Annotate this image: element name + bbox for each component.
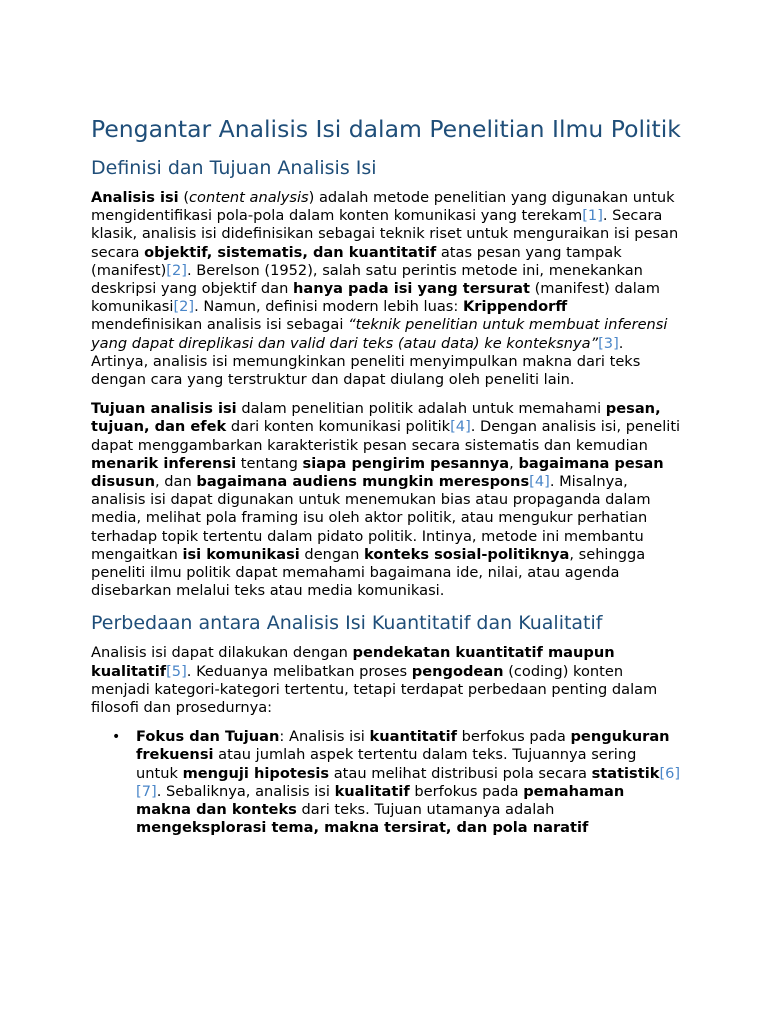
page-title: Pengantar Analisis Isi dalam Penelitian Ilmu Politik — [91, 115, 681, 143]
paragraph-definisi — [91, 189, 681, 389]
bold-text: hanya pada isi yang tersurat — [292, 280, 530, 298]
bullet-list — [91, 728, 681, 837]
citation-link[interactable]: [1] — [582, 207, 603, 225]
italic-text: content analysis — [189, 189, 309, 206]
bold-text: pengukuran frekuensi — [136, 728, 670, 764]
citation-link[interactable]: [3] — [598, 334, 619, 352]
bold-text: siapa pengirim pesannya — [302, 454, 510, 472]
text-run: , sehingga peneliti ilmu politik dapat memahami bagaimana ide, nilai, atau agenda disebarkan melalui teks atau media komunikasi. — [91, 545, 646, 600]
document-body — [91, 114, 681, 838]
text-run: mendefinisikan analisis isi sebagai — [91, 316, 349, 334]
text-run: . Namun, definisi modern lebih luas: — [194, 298, 463, 316]
bold-text: bagaimana pesan disusun — [91, 454, 664, 491]
bold-text: pendekatan kuantitatif maupun kualitatif — [91, 644, 615, 680]
text-run: atau jumlah aspek tertentu dalam teks. Tujuannya sering untuk — [136, 746, 637, 782]
section-heading-definisi: Definisi dan Tujuan Analisis Isi — [91, 157, 377, 179]
text-run: (manifest) dalam komunikasi — [91, 280, 660, 316]
bold-text: Fokus dan Tujuan — [136, 728, 280, 746]
bullet-marker: • — [112, 729, 121, 746]
text-run: . Secara klasik, analisis isi didefinisikan sebagai teknik riset untuk menguraikan isi pesan secara — [91, 207, 679, 261]
text-run: . Artinya, analisis isi memungkinkan peneliti menyimpulkan makna dari teks dengan cara yang terstruktur dan dapat diulang oleh peneliti lain. — [91, 334, 641, 389]
text-run: ( — [178, 189, 190, 206]
text-run: dari konten komunikasi politik — [226, 418, 451, 436]
text-run: atas pesan yang tampak (manifest) — [91, 243, 622, 279]
bold-text: menguji hipotesis — [182, 764, 330, 782]
list-item — [91, 728, 681, 837]
paragraph-perbedaan-intro — [91, 644, 681, 717]
text-run: berfokus pada — [456, 728, 571, 746]
text-run: : Analisis isi — [279, 728, 370, 746]
bold-text: statistik — [591, 764, 660, 782]
bold-text: bagaimana audiens mungkin merespons — [196, 473, 530, 491]
text-run: tentang — [236, 454, 303, 472]
text-run: Analisis isi dapat dilakukan dengan — [91, 644, 353, 662]
bold-text: Analisis isi — [91, 189, 179, 206]
text-run: ) adalah metode penelitian yang digunakan untuk mengidentifikasi pola-pola dalam konten komunikasi yang terekam — [91, 189, 675, 225]
bold-text: objektif, sistematis, dan kuantitatif — [144, 243, 437, 261]
text-run: . Misalnya, analisis isi dapat digunakan untuk menemukan bias atau propaganda dalam media, melihat pola framing isu oleh aktor politik, atau mengukur perhatian terhadap topik tertentu dalam pidato politik. Intinya, metode ini membantu mengaitkan — [91, 473, 651, 563]
italic-text: “teknik penelitian untuk membuat inferensi yang dapat direplikasi dan valid dari teks (atau data) ke konteksnya” — [91, 316, 668, 352]
citation-link[interactable]: [4] — [529, 473, 550, 491]
bold-text: kuantitatif — [369, 728, 457, 746]
text-run: dalam penelitian politik adalah untuk memahami — [236, 400, 606, 418]
bold-text: menarik inferensi — [91, 454, 237, 472]
text-run: . Keduanya melibatkan proses — [186, 662, 412, 680]
bold-text: Krippendorff — [462, 298, 568, 316]
text-run: . Sebaliknya, analisis isi — [156, 782, 335, 800]
text-run: (coding) konten menjadi kategori-kategori tertentu, tetapi terdapat perbedaan penting dalam filosofi dan prosedurnya: — [91, 662, 658, 717]
bold-text: pemahaman makna dan konteks — [136, 782, 625, 819]
citation-link[interactable]: [5] — [166, 662, 187, 680]
citation-link[interactable]: [2] — [173, 298, 195, 316]
list-item-text — [136, 728, 680, 836]
bold-text: mengeksplorasi tema, makna tersirat, dan pola naratif — [136, 819, 589, 837]
text-run: , — [509, 454, 519, 472]
bold-text: Tujuan analisis isi — [91, 400, 237, 418]
bold-text: konteks sosial-politiknya — [364, 545, 570, 563]
text-run: dari teks. Tujuan utamanya adalah — [296, 801, 555, 819]
bold-text: pesan, tujuan, dan efek — [91, 400, 661, 436]
text-run: , dan — [155, 473, 197, 491]
text-run: . Dengan analisis isi, peneliti dapat menggambarkan karakteristik pesan secara sistematis dan kemudian — [91, 418, 681, 454]
citation-link[interactable]: [4] — [450, 418, 471, 436]
section-heading-perbedaan: Perbedaan antara Analisis Isi Kuantitatif dan Kualitatif — [91, 612, 603, 635]
bold-text: pengodean — [411, 662, 504, 680]
paragraph-tujuan — [91, 400, 681, 600]
text-run: berfokus pada — [409, 782, 524, 800]
citation-link[interactable]: [2] — [166, 261, 187, 279]
text-run: . Berelson (1952), salah satu perintis metode ini, menekankan deskripsi yang objektif dan — [91, 261, 643, 298]
text-run: dengan — [299, 545, 365, 563]
bold-text: kualitatif — [334, 782, 410, 800]
text-run: atau melihat distribusi pola secara — [329, 764, 592, 782]
citation-link[interactable]: [6][7] — [136, 764, 681, 800]
bold-text: isi komunikasi — [182, 545, 300, 563]
